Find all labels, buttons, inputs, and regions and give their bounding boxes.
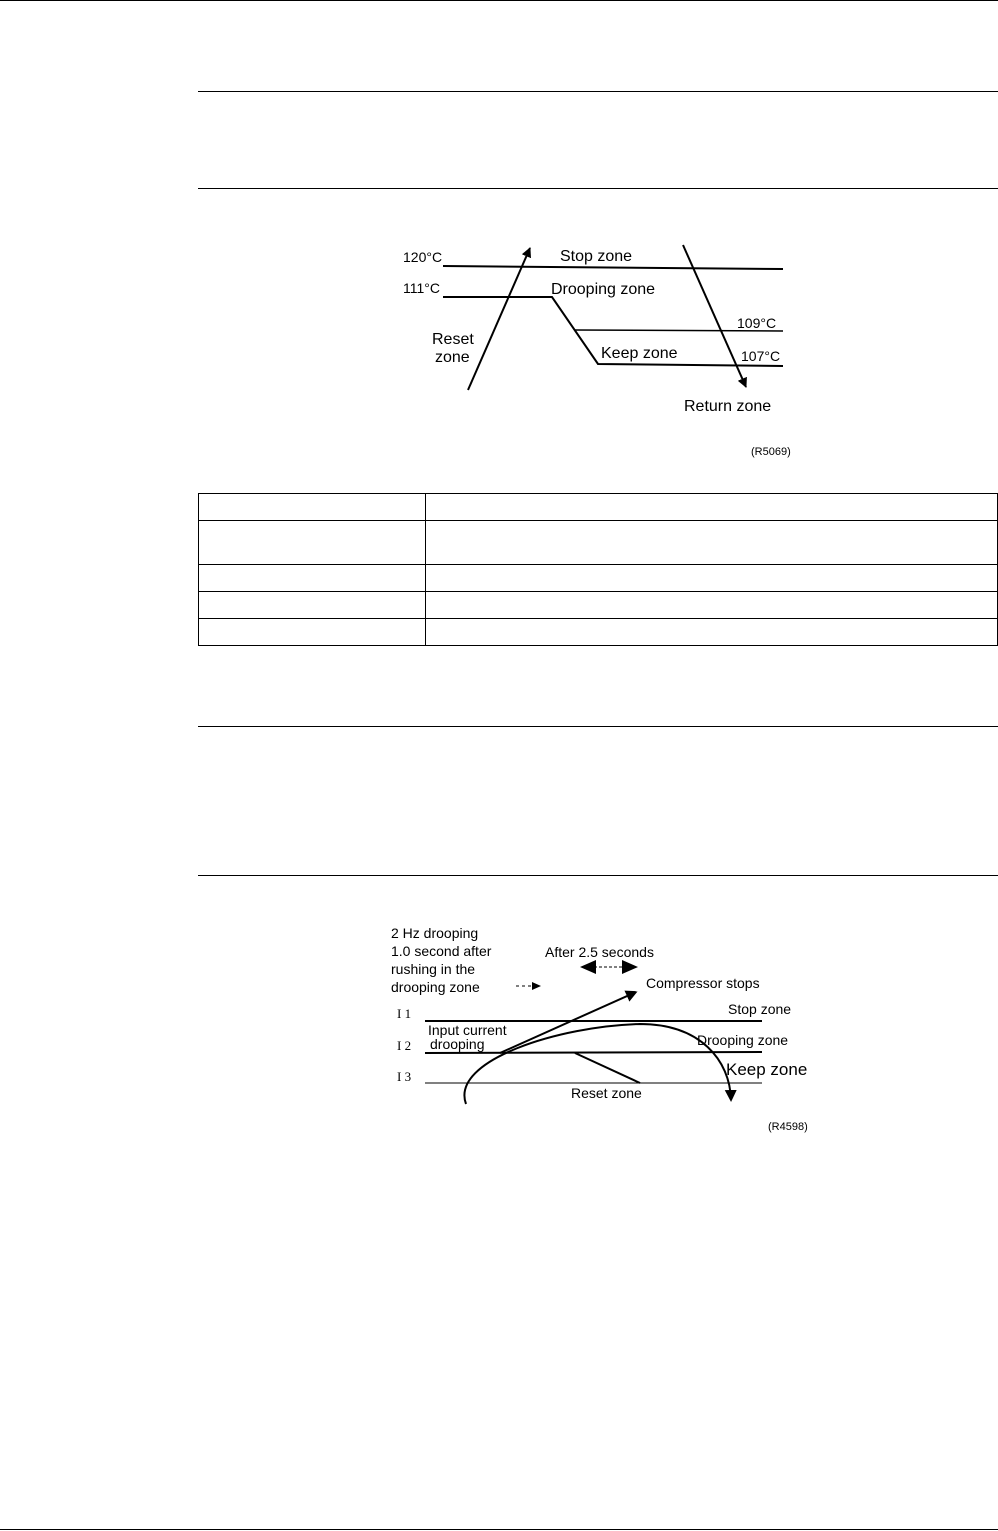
keep-zone-label: Keep zone bbox=[601, 345, 678, 362]
keep-drop-line bbox=[575, 1053, 640, 1083]
temp-111-label: 111°C bbox=[403, 280, 440, 296]
i3-label: I 3 bbox=[397, 1069, 412, 1084]
drooping-zone-label-2: Drooping zone bbox=[697, 1032, 789, 1048]
note-line-4: drooping zone bbox=[391, 979, 480, 995]
figure-ref-r4598: (R4598) bbox=[768, 1121, 808, 1133]
reset-zone-label-2: Reset zone bbox=[571, 1085, 642, 1101]
compressor-stops-label: Compressor stops bbox=[646, 975, 760, 991]
i1-label: I 1 bbox=[397, 1006, 412, 1021]
input-current-label-2: drooping bbox=[430, 1036, 485, 1052]
reset-zone-label-1: Reset bbox=[432, 331, 474, 348]
temp-109-label: 109°C bbox=[737, 315, 777, 331]
keep-zone-label-2: Keep zone bbox=[726, 1060, 808, 1079]
rising-arrow-2 bbox=[500, 992, 636, 1053]
after-seconds-label: After 2.5 seconds bbox=[545, 944, 654, 960]
note-line-2: 1.0 second after bbox=[391, 943, 492, 959]
input-current-label-1: Input current bbox=[428, 1022, 507, 1038]
drooping-zone-label: Drooping zone bbox=[551, 281, 656, 298]
temp-120-label: 120°C bbox=[403, 249, 443, 265]
figure-ref-r5069: (R5069) bbox=[751, 446, 791, 458]
interval-arrow-left-head bbox=[580, 960, 596, 974]
return-zone-label: Return zone bbox=[684, 398, 772, 415]
reset-zone-label-2: zone bbox=[435, 349, 470, 366]
temp-107-label: 107°C bbox=[741, 348, 781, 364]
bottom-page-rule bbox=[0, 1529, 998, 1530]
note-line-1: 2 Hz drooping bbox=[391, 925, 479, 941]
stop-zone-label-2: Stop zone bbox=[728, 1001, 792, 1017]
note-line-3: rushing in the bbox=[391, 961, 476, 977]
interval-arrow-right-head bbox=[622, 960, 638, 974]
i2-label: I 2 bbox=[397, 1038, 412, 1053]
stop-zone-label: Stop zone bbox=[560, 248, 633, 265]
